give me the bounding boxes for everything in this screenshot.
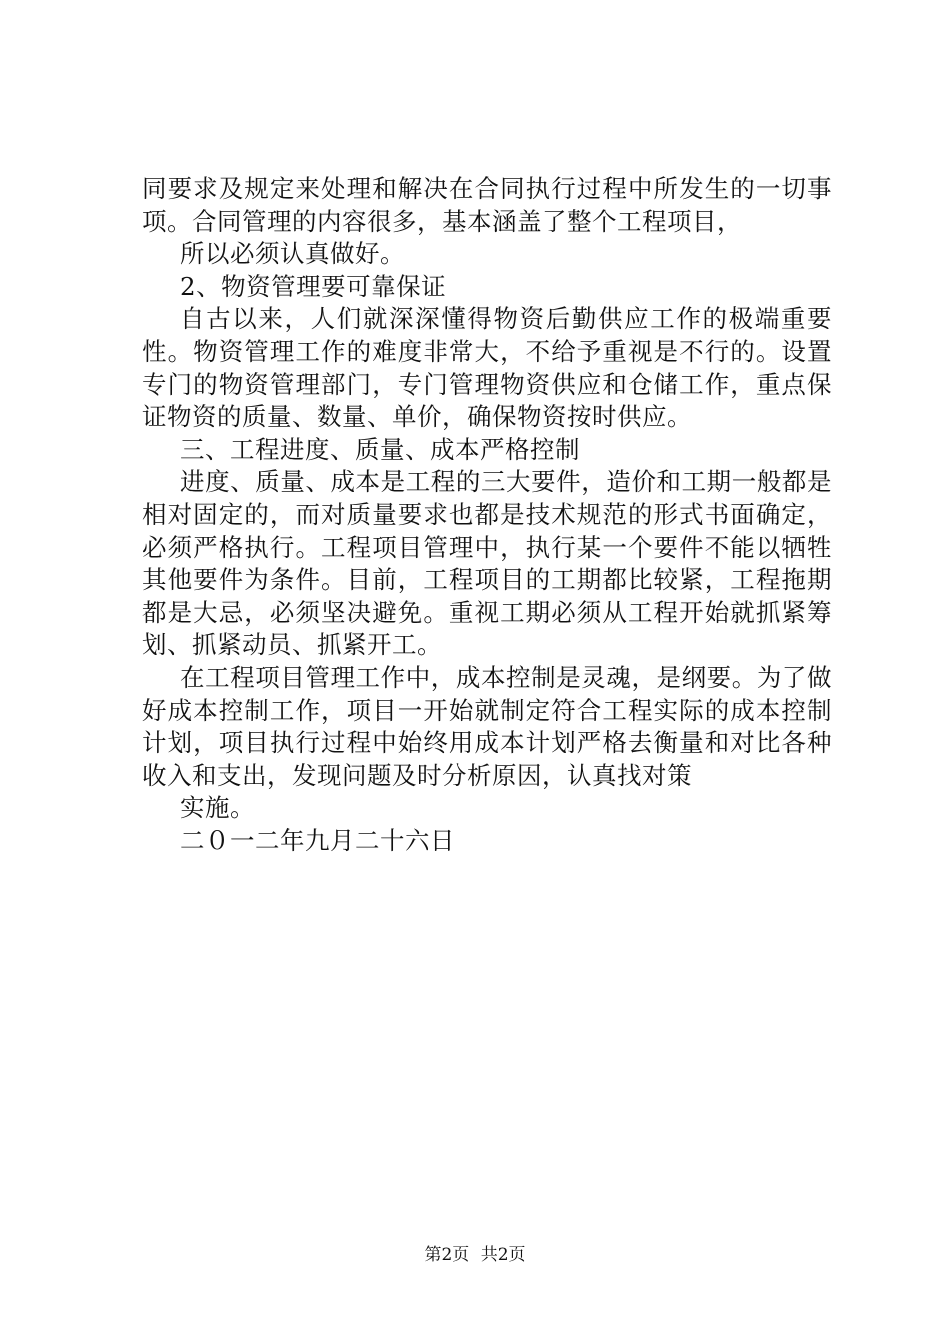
paragraph-contract-continuation: 同要求及规定来处理和解决在合同执行过程中所发生的一切事项。合同管理的内容很多，基本涵盖了整个工程项目，	[142, 174, 832, 236]
page-footer	[0, 1244, 950, 1266]
paragraph-three-elements: 进度、质量、成本是工程的三大要件，造价和工期一般都是相对固定的，而对质量要求也都是技术规范的形式书面确定，必须严格执行。工程项目管理中，执行某一个要件不能以牺牲其他要件为条件。目前，工程项目的工期都比较紧，工程拖期都是大忌，必须坚决避免。重视工期必须从工程开始就抓紧筹划、抓紧动员、抓紧开工。	[142, 467, 832, 660]
paragraph-must-do-well: 所以必须认真做好。	[180, 239, 405, 269]
total-page-count: 共2页	[480, 1245, 526, 1265]
document-date: 二０一二年九月二十六日	[180, 825, 455, 855]
section-heading-progress-quality-cost: 三、工程进度、质量、成本严格控制	[180, 434, 580, 464]
paragraph-cost-control: 在工程项目管理工作中，成本控制是灵魂，是纲要。为了做好成本控制工作，项目一开始就制定符合工程实际的成本控制计划，项目执行过程中始终用成本计划严格去衡量和对比各种收入和支出，发现问题及时分析原因，认真找对策	[142, 662, 832, 790]
current-page-number: 第2页	[424, 1245, 470, 1265]
document-body	[142, 173, 832, 857]
section-heading-materials: 2、物资管理要可靠保证	[180, 271, 447, 301]
paragraph-materials-management: 自古以来，人们就深深懂得物资后勤供应工作的极端重要性。物资管理工作的难度非常大，不给予重视是不行的。设置专门的物资管理部门，专门管理物资供应和仓储工作，重点保证物资的质量、数量、单价，确保物资按时供应。	[142, 304, 832, 432]
paragraph-implementation: 实施。	[180, 793, 255, 823]
